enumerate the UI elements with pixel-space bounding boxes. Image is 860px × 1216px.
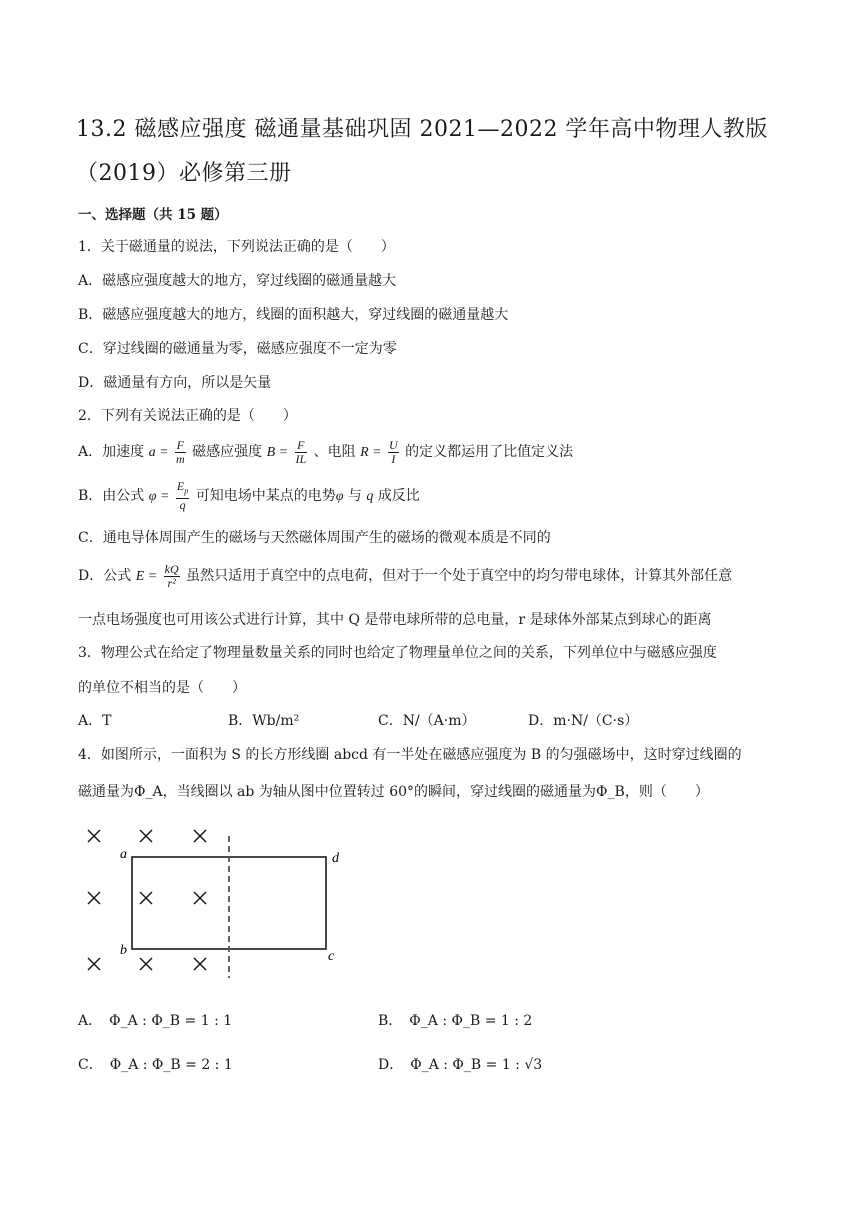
fraction-ep-over-q: $\frac{E_p}{q}$ <box>176 479 189 512</box>
q2-option-d-line2: 一点电场强度也可用该公式进行计算，其中 Q 是带电球所带的总电量，r 是球体外部某点到球心的距离 <box>78 612 712 628</box>
q4-option-c: C． Φ_A : Φ_B = 2 : 1 <box>78 1057 233 1073</box>
q4-option-d: D． Φ_A : Φ_B = 1 : √3 <box>378 1057 543 1073</box>
q3-option-d: D．m·N/（C·s） <box>528 713 639 729</box>
fraction-f-over-il: $\frac{F}{IL}$ <box>295 437 307 466</box>
fraction-f-over-m: $\frac{F}{m}$ <box>175 437 185 466</box>
label-c: c <box>328 949 335 964</box>
q2-option-c: C．通电导体周围产生的磁场与天然磁体周围产生的磁场的微观本质是不同的 <box>78 530 551 546</box>
fraction-u-over-i: $\frac{U}{I}$ <box>389 437 398 466</box>
q4-stem-line1: 4．如图所示，一面积为 S 的长方形线圈 abcd 有一半处在磁感应强度为 B 的匀强磁场中，这时穿过线圈的 <box>78 747 742 763</box>
q1-stem: 1．关于磁通量的说法，下列说法正确的是（ ） <box>78 239 395 255</box>
q3-option-c: C．N/（A·m） <box>378 713 476 729</box>
q3-option-b: B．Wb/m² <box>228 713 300 729</box>
q1-option-c: C．穿过线圈的磁通量为零，磁感应强度不一定为零 <box>78 341 397 357</box>
label-d: d <box>332 851 339 866</box>
q1-option-d: D．磁通量有方向，所以是矢量 <box>78 375 272 391</box>
label-b: b <box>120 943 127 958</box>
q4-option-b: B． Φ_A : Φ_B = 1 : 2 <box>378 1013 533 1029</box>
q2-option-b: B．由公式 φ = $\frac{E_p}{q}$ 可知电场中某点的电势φ 与 q 成反比 <box>78 479 420 512</box>
q1-option-b: B．磁感应强度越大的地方，线圈的面积越大，穿过线圈的磁通量越大 <box>78 307 509 323</box>
q3-stem-line1: 3．物理公式在给定了物理量数量关系的同时也给定了物理量单位之间的关系，下列单位中与磁感应强度 <box>78 645 717 661</box>
q2-stem: 2．下列有关说法正确的是（ ） <box>78 408 297 424</box>
q2-option-d: D．公式 E = $\frac{kQ}{\text{r²}}$ 虽然只适用于真空中的点电荷，但对于一个处于真空中的均匀带电球体，计算其外部任意 <box>78 561 733 590</box>
section-heading: 一、选择题（共 15 题） <box>78 207 228 223</box>
label-a: a <box>120 847 127 862</box>
q2-option-a: A．加速度 a = $\frac{F}{m}$ 磁感应强度 B = $\frac{F}{IL}$ 、电阻 R = $\frac{U}{I}$ 的定义都运用了比值定义法 <box>78 437 574 466</box>
q1-option-a: A．磁感应强度越大的地方，穿过线圈的磁通量越大 <box>78 273 397 289</box>
page-title: 13.2 磁感应强度 磁通量基础巩固 2021—2022 学年高中物理人教版 （2019）必修第三册 <box>76 117 768 186</box>
q4-option-a: A． Φ_A : Φ_B = 1 : 1 <box>78 1013 233 1029</box>
q4-stem-line2: 磁通量为Φ_A，当线圈以 ab 为轴从图中位置转过 60°的瞬间，穿过线圈的磁通量为Φ_B，则（ ） <box>78 784 709 800</box>
q3-stem-line2: 的单位不相当的是（ ） <box>78 680 246 696</box>
q3-option-a: A．T <box>78 713 112 729</box>
q4-figure <box>80 822 360 982</box>
fraction-kq-over-r2: $\frac{kQ}{\text{r²}}$ <box>164 561 179 590</box>
